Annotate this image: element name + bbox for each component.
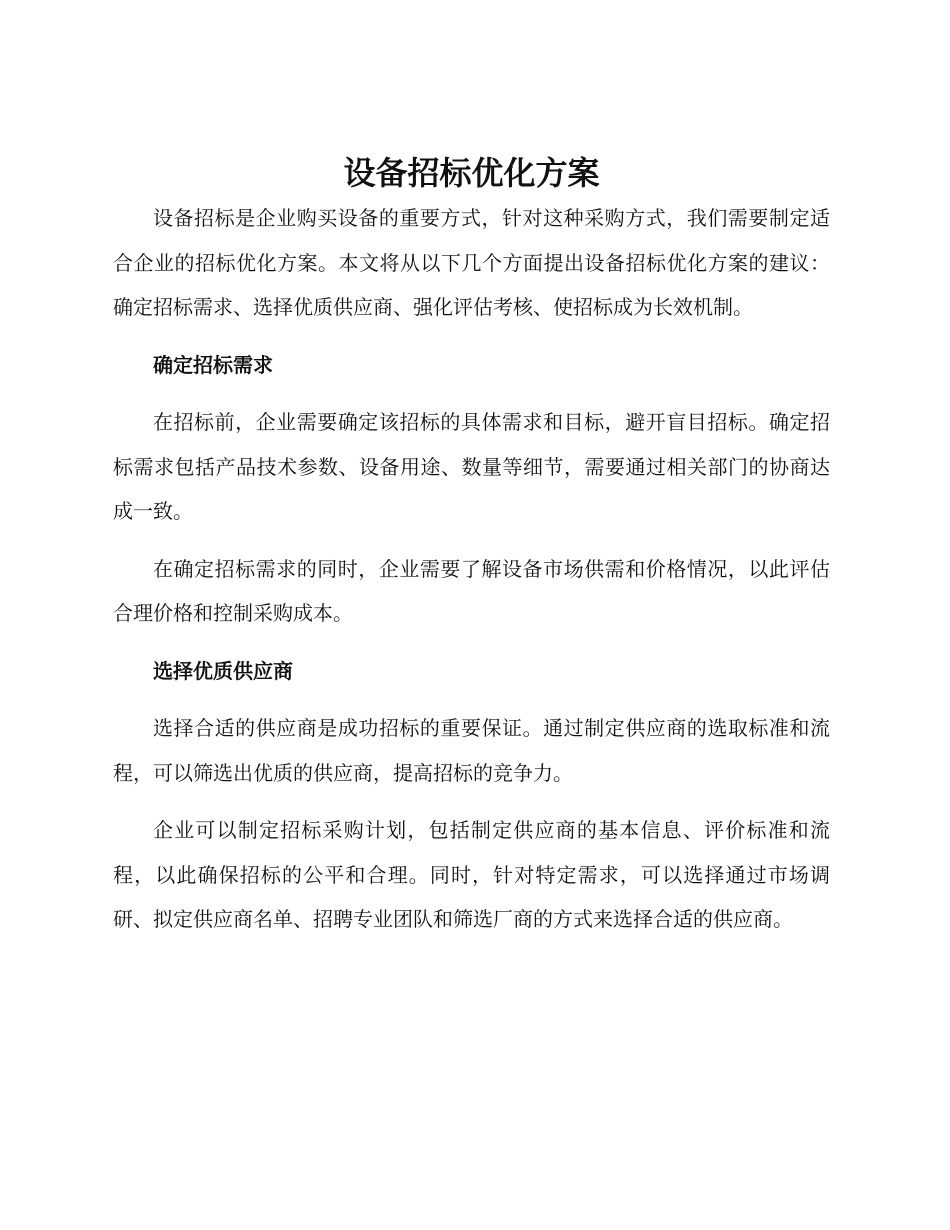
document-page xyxy=(113,150,830,942)
section-heading-requirements: 确定招标需求 xyxy=(153,352,273,377)
section-heading-suppliers: 选择优质供应商 xyxy=(153,658,293,683)
section-paragraph: 在确定招标需求的同时，企业需要了解设备市场供需和价格情况，以此评估合理价格和控制采购成本。 xyxy=(113,556,830,625)
section-paragraph: 选择合适的供应商是成功招标的重要保证。通过制定供应商的选取标准和流程，可以筛选出优质的供应商，提高招标的竞争力。 xyxy=(113,716,830,785)
section-paragraph: 企业可以制定招标采购计划，包括制定供应商的基本信息、评价标准和流程，以此确保招标的公平和合理。同时，针对特定需求，可以选择通过市场调研、拟定供应商名单、招聘专业团队和筛选厂商的方式来选择合适的供应商。 xyxy=(113,818,830,931)
intro-paragraph: 设备招标是企业购买设备的重要方式，针对这种采购方式，我们需要制定适合企业的招标优化方案。本文将从以下几个方面提出设备招标优化方案的建议：确定招标需求、选择优质供应商、强化评估考核、使招标成为长效机制。 xyxy=(113,206,830,319)
section-paragraph: 在招标前，企业需要确定该招标的具体需求和目标，避开盲目招标。确定招标需求包括产品技术参数、设备用途、数量等细节，需要通过相关部门的协商达成一致。 xyxy=(113,410,830,523)
document-title: 设备招标优化方案 xyxy=(343,154,600,192)
